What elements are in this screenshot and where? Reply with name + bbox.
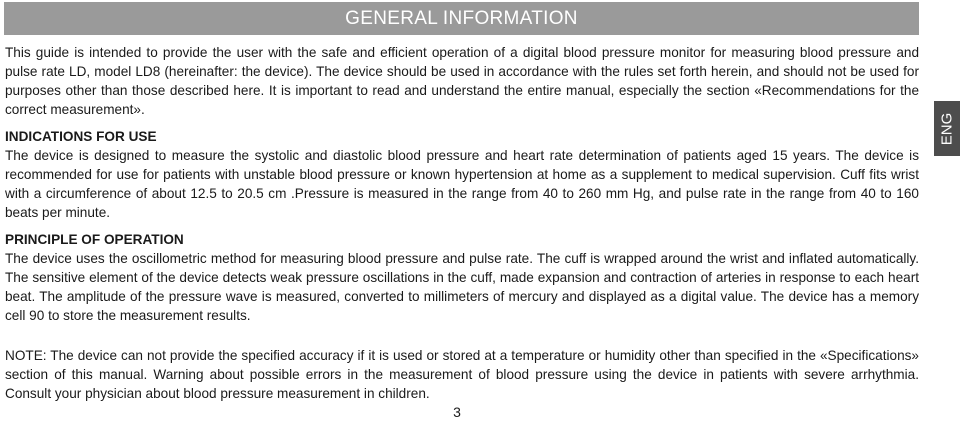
indications-paragraph: The device is designed to measure the systolic and diastolic blood pressure and heart rate determination of patients aged 15 years. The device is recommended for use for patients with unstable blood pressure or known hypertension at home as a supplement to medical supervision. Cuff fits wrist with a circumference of about 12.5 to 20.5 cm .Pressure is measured in the range from 40 to 260 mm Hg, and pulse rate in the range from 40 to 160 beats per minute.	[5, 148, 919, 220]
principle-heading: PRINCIPLE OF OPERATION	[5, 232, 184, 247]
language-tab	[934, 101, 960, 156]
indications-heading: INDICATIONS FOR USE	[5, 129, 157, 144]
principle-paragraph: The device uses the oscillometric method for measuring blood pressure and pulse rate. The cuff is wrapped around the wrist and inflated automatically. The sensitive element of the device detects weak pressure oscillations in the cuff, made expansion and contraction of arteries in response to each heart beat. The amplitude of the pressure wave is measured, converted to millimeters of mercury and displayed as a digital value. The device has a memory cell 90 to store the measurement results.	[5, 251, 919, 323]
intro-paragraph: This guide is intended to provide the user with the safe and efficient operation of a digital blood pressure monitor for measuring blood pressure and pulse rate LD, model LD8 (hereinafter: the device). The device should be used in accordance with the rules set forth herein, and should not be used for purposes other than those described here. It is important to read and understand the entire manual, especially the section «Recommendations for the correct measurement».	[5, 45, 919, 117]
page-number: 3	[453, 404, 461, 420]
document-body	[5, 43, 919, 403]
section-title-bar	[4, 2, 919, 35]
language-tab-label: ENG	[938, 112, 956, 145]
page-title: GENERAL INFORMATION	[345, 8, 578, 29]
note-paragraph: NOTE: The device can not provide the specified accuracy if it is used or stored at a temperature or humidity other than specified in the «Specifications» section of this manual. Warning about possible errors in the measurement of blood pressure using the device in patients with severe arrhythmia. Consult your physician about blood pressure measurement in children.	[5, 348, 919, 401]
